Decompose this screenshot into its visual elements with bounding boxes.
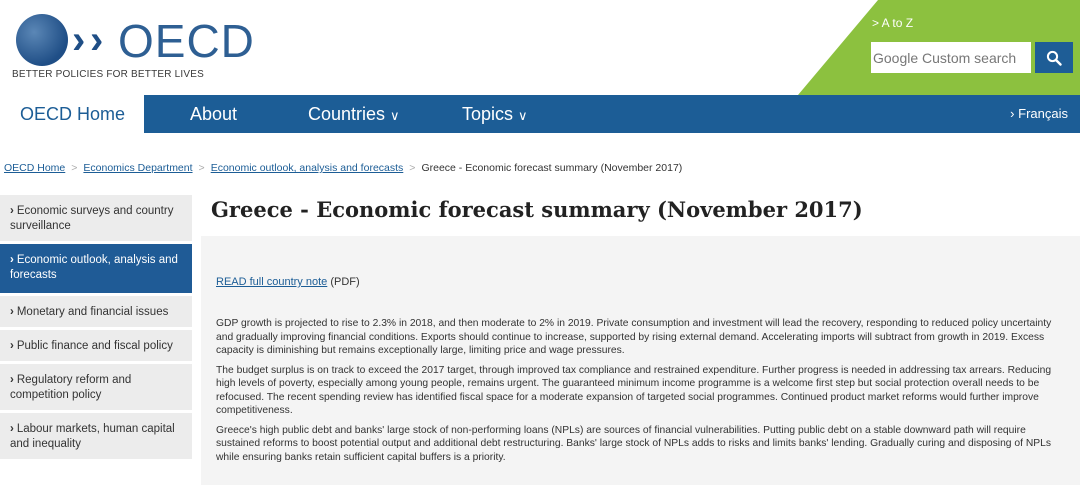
sidebar-item-label: Economic outlook, analysis and forecasts [10, 254, 178, 281]
sidebar-item-economic-surveys[interactable] [0, 195, 192, 241]
main-nav [0, 95, 1080, 133]
nav-about-label: About [190, 104, 238, 124]
sidebar-item-label: Regulatory reform and competition policy [10, 374, 132, 401]
chevron-right-icon: › [1010, 106, 1015, 121]
nav-francais[interactable] [1010, 106, 1068, 121]
page-title: Greece - Economic forecast summary (November 2017) [211, 197, 863, 222]
chevron-down-icon: ∨ [518, 108, 528, 123]
logo-tagline: BETTER POLICIES FOR BETTER LIVES [12, 69, 204, 80]
logo-wordmark: OECD [118, 15, 255, 67]
nav-topics[interactable] [462, 104, 528, 125]
chevron-right-icon: › [10, 423, 14, 435]
sidebar-item-regulatory[interactable] [0, 364, 192, 410]
nav-francais-label: Français [1018, 106, 1068, 121]
chevron-right-icon: › [10, 374, 14, 386]
sidebar-item-label: Labour markets, human capital and inequality [10, 423, 175, 450]
search-input[interactable] [871, 42, 1031, 73]
chevron-icon: › [90, 18, 104, 62]
nav-topics-label: Topics [462, 104, 514, 124]
search-icon [1046, 50, 1062, 66]
breadcrumb-current: Greece - Economic forecast summary (November 2017) [421, 162, 683, 174]
chevron-right-icon: › [10, 205, 14, 217]
chevron-icon: › [72, 18, 86, 62]
sidebar-item-public-finance[interactable] [0, 330, 192, 361]
breadcrumb-separator-icon: > [71, 162, 78, 174]
read-country-note-link[interactable]: READ full country note [216, 276, 328, 288]
sidebar-item-label: Monetary and financial issues [16, 306, 169, 318]
sidebar-item-economic-outlook[interactable] [0, 244, 192, 293]
sidebar-item-label: Public finance and fiscal policy [16, 340, 173, 352]
read-note-suffix: (PDF) [330, 276, 360, 288]
content-panel [201, 236, 1080, 485]
breadcrumb-link-economics[interactable]: Economics Department [83, 162, 193, 174]
chevron-right-icon: › [10, 306, 14, 318]
paragraph: The budget surplus is on track to exceed the 2017 target, through improved tax compliance and restrained expenditure. Further progress is needed in addressing tax arrears. Reducing high levels of poverty, especially among young people, remains urgent. The guaranteed minimum income programme is a welcome first step but social protection overall needs to be refocused. The recent spending review has identified fiscal space for a moderate expansion of targeted social programmes. Continued product market reforms would further improve competitiveness. [216, 364, 1052, 416]
paragraph: GDP growth is projected to rise to 2.3% in 2018, and then moderate to 2% in 2019. Private consumption and investment will lead the recovery, responding to reduced policy uncertainty and gradually improving financial conditions. Exports should continue to increase, supported by rising external demand. Accelerating imports will subtract from growth in 2019. Excess capacity is diminishing but remains exceptionally large, limiting price and wage pressures. [216, 318, 1052, 356]
nav-home-label: OECD Home [20, 104, 126, 124]
nav-about[interactable] [190, 104, 237, 125]
nav-countries-label: Countries [308, 104, 386, 124]
oecd-logo[interactable] [12, 12, 255, 82]
breadcrumb-link-home[interactable]: OECD Home [4, 162, 66, 174]
breadcrumb-link-outlook[interactable]: Economic outlook, analysis and forecasts [210, 162, 404, 174]
breadcrumb-separator-icon: > [198, 162, 205, 174]
site-header [0, 0, 1080, 95]
chevron-right-icon: › [10, 340, 14, 352]
a-to-z-link[interactable]: > A to Z [872, 16, 914, 30]
globe-icon [16, 14, 68, 66]
breadcrumb [4, 162, 682, 174]
sidebar-item-monetary[interactable] [0, 296, 192, 327]
chevron-right-icon: › [10, 254, 14, 266]
paragraph: Greece's high public debt and banks' large stock of non-performing loans (NPLs) are sources of financial vulnerabilities. Putting public debt on a stable downward path will require sustained reforms to boost potential output and additional debt restructuring. Banks' large stock of NPLs adds to risks and limits banks' lending. Gradually curing and disposing of NPLs while ensuring banks retain sufficient capital buffers is a priority. [216, 424, 1052, 463]
nav-countries[interactable] [308, 104, 400, 125]
breadcrumb-separator-icon: > [409, 162, 416, 174]
sidebar [0, 195, 192, 462]
nav-home[interactable] [0, 95, 144, 133]
summary-text [216, 317, 1068, 470]
sidebar-item-label: Economic surveys and country surveillance [10, 205, 174, 232]
read-note [216, 276, 360, 288]
search-button[interactable] [1035, 42, 1073, 73]
sidebar-item-labour[interactable] [0, 413, 192, 459]
chevron-down-icon: ∨ [390, 108, 400, 123]
